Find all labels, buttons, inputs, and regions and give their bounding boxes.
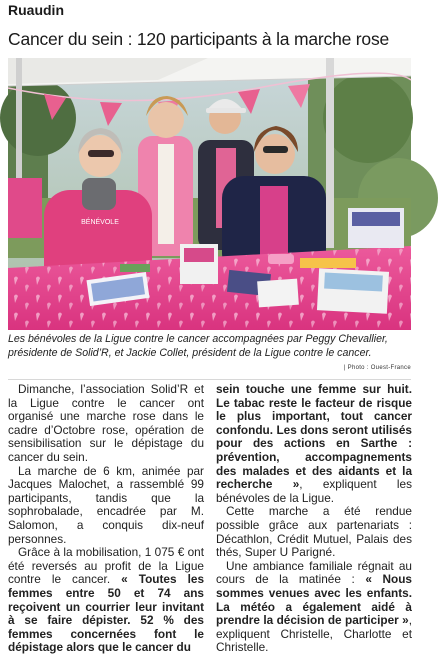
divider [8, 379, 411, 380]
paragraph-text: Grâce à la mobilisation, 1 075 € ont été reversés au profit de la Ligue contre le cancer. [8, 545, 204, 587]
photo-credit: | Photo : Ouest-France [343, 365, 411, 371]
quote-bold: sein touche une femme sur huit. Le tabac reste le facteur de risque le plus important, tout cancer confondu. Les dons seront utilisés pour des actions en Sarthe : prévention, accompagnements des malades et des aidants et la recherche » [216, 382, 412, 492]
article-headline: Cancer du sein : 120 participants à la marche rose [8, 29, 390, 49]
paragraph: La marche de 6 km, animée par Jacques Malochet, a rassemblé 99 participants, tandis que la sophrobalade, encadrée par M. Salomon, a conquis dix-neuf personnes. [8, 463, 204, 546]
paragraph-text: , expliquent Christelle, Charlotte et Christelle. [216, 613, 412, 655]
quote-bold: « Nous sommes venues avec les enfants. La météo a également aidé à prendre la décision de participer » [216, 572, 412, 628]
photo-caption: Les bénévoles de la Ligue contre le cancer accompagnées par Peggy Chevallier, présidente de Solid’R, et Jackie Collet, président de la Ligue contre le cancer. [8, 333, 388, 359]
article-kicker: Ruaudin [8, 2, 64, 18]
paragraph [216, 560, 412, 655]
article-body-left [8, 383, 204, 655]
paragraph: Dimanche, l’association Solid’R et la Ligue contre le cancer ont organisé une marche rose dans le cadre d’Octobre rose, opération de sensibilisation sur le dépistage du cancer du sein. [8, 382, 204, 464]
paragraph-text: , expliquent les bénévoles de la Ligue. [216, 477, 412, 505]
paragraph [8, 546, 204, 655]
article-photo [8, 58, 411, 330]
quote-bold: « Toutes les femmes entre 50 et 74 ans reçoivent un courrier leur invitant à se faire dépister. 52 % des femmes concernées font le dépistage alors que le cancer du [8, 572, 205, 655]
paragraph: Cette marche a été rendue possible grâce aux partenariats : Décathlon, Crédit Mutuel, Palais des thés, Super U Parigné. [216, 504, 412, 560]
article-body-right [216, 383, 412, 655]
paragraph-text: Une ambiance familiale régnait au cours de la matinée : [216, 558, 412, 587]
vest-text: BÉNÉVOLE [81, 219, 119, 226]
paragraph [216, 383, 412, 505]
